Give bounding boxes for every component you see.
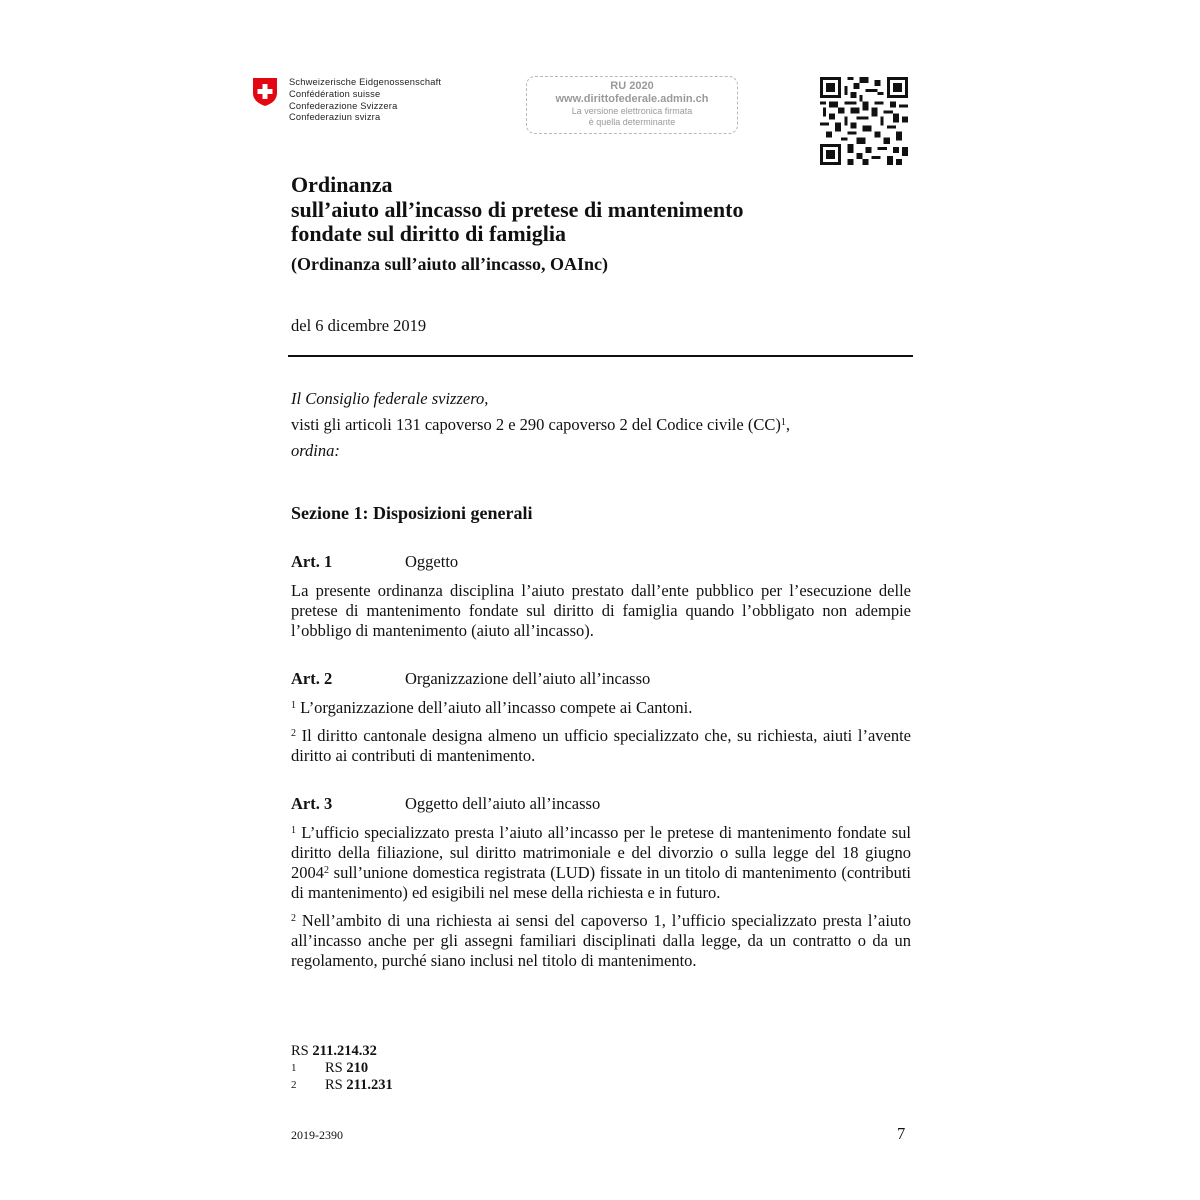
paragraph-text: L’ufficio specializzato presta l’aiuto all’incasso per le pretese di mantenimento fondate sul diritto della filiazione, sul diritto matrimoniale e del divorzio o sulla legge del 18 giugno 2004 xyxy=(291,823,911,882)
paragraph-text-cont: sull’unione domestica registrata (LUD) fissate in un titolo di mantenimento (contributi di mantenimento) ed esigibili nel mese della richiesta e in futuro. xyxy=(291,863,911,902)
article-header xyxy=(291,552,911,572)
footnotes xyxy=(291,1043,393,1094)
article-number: Art. 3 xyxy=(291,794,333,813)
confederation-name-de: Schweizerische Eidgenossenschaft xyxy=(289,77,442,87)
paragraph-number: 2 xyxy=(291,913,296,924)
footnote-item xyxy=(291,1060,393,1077)
rs-prefix: RS xyxy=(291,1043,309,1059)
article-header xyxy=(291,669,911,689)
rs-reference xyxy=(291,1043,393,1060)
paragraph-text: Nell’ambito di una richiesta ai sensi del capoverso 1, l’ufficio specializzato presta l’aiuto all’incasso anche per gli assegni familiari disciplinati dalla legge, da un contratto o da un regolamento, purché siano inclusi nel titolo di mantenimento. xyxy=(291,911,912,970)
footnote-item xyxy=(291,1077,393,1094)
footnote-prefix: RS xyxy=(325,1060,343,1076)
footnote-ref: 211.231 xyxy=(346,1077,393,1093)
ordinance-date: del 6 dicembre 2019 xyxy=(291,316,427,335)
stamp-note-2: è quella determinante xyxy=(588,117,676,127)
document-code: 2019-2390 xyxy=(291,1128,343,1142)
paragraph-text: Il diritto cantonale designa almeno un ufficio specializzato che, su richiesta, aiuti l’avente diritto ai contributi di mantenimento. xyxy=(291,726,912,765)
confederation-names xyxy=(289,77,441,124)
stamp-collection: RU 2020 xyxy=(610,80,654,92)
article-heading: Organizzazione dell’aiuto all’incasso xyxy=(405,669,651,688)
footnote-prefix: RS xyxy=(325,1077,343,1093)
publication-stamp xyxy=(526,76,738,134)
preamble-authority: Il Consiglio federale svizzero, xyxy=(291,389,489,408)
confederation-name-fr: Confédération suisse xyxy=(289,88,381,99)
ordinance-title xyxy=(291,173,931,275)
title-line-3: fondate sul diritto di famiglia xyxy=(291,221,567,246)
article-3 xyxy=(291,794,911,971)
article-header xyxy=(291,794,911,814)
article-number: Art. 1 xyxy=(291,552,333,571)
paragraph-text: L’organizzazione dell’aiuto all’incasso compete ai Cantoni. xyxy=(300,698,693,717)
stamp-url: www.dirittofederale.admin.ch xyxy=(555,93,709,105)
title-abbreviation: (Ordinanza sull’aiuto all’incasso, OAInc) xyxy=(291,253,609,274)
confederation-name-it: Confederazione Svizzera xyxy=(289,100,398,111)
article-paragraph xyxy=(291,911,911,971)
preamble xyxy=(291,386,913,464)
section-title: Sezione 1: Disposizioni generali xyxy=(291,503,533,523)
swiss-shield-icon xyxy=(252,77,278,107)
footnote-ref-1[interactable]: 1 xyxy=(780,417,786,428)
article-1 xyxy=(291,552,911,641)
preamble-basis-end: , xyxy=(785,415,790,434)
footnote-number: 1 xyxy=(291,1062,297,1074)
preamble-decree: ordina: xyxy=(291,441,340,460)
article-paragraph xyxy=(291,726,911,766)
confederation-logo xyxy=(252,77,441,124)
qr-code-icon xyxy=(820,77,908,165)
preamble-basis-text: visti gli articoli 131 capoverso 2 e 290 capoverso 2 del Codice civile (CC) xyxy=(291,415,781,434)
title-divider xyxy=(288,355,913,357)
article-heading: Oggetto xyxy=(405,552,459,571)
article-paragraph xyxy=(291,698,911,718)
article-paragraph xyxy=(291,823,911,903)
article-heading: Oggetto dell’aiuto all’incasso xyxy=(405,794,601,813)
article-paragraph: La presente ordinanza disciplina l’aiuto prestato dall’ente pubblico per l’esecuzione delle pretese di mantenimento fondate sul diritto di famiglia quando l’obbligato non adempie l’obbligo di mantenimento (aiuto all’incasso). xyxy=(291,581,911,640)
article-2 xyxy=(291,669,911,766)
rs-number: 211.214.32 xyxy=(312,1043,377,1059)
paragraph-number: 2 xyxy=(291,728,296,739)
footnote-ref-2[interactable]: 2 xyxy=(324,865,329,876)
footnote-number: 2 xyxy=(291,1079,297,1091)
paragraph-number: 1 xyxy=(291,700,296,711)
article-number: Art. 2 xyxy=(291,669,333,688)
confederation-name-rm: Confederaziun svizra xyxy=(289,112,381,123)
page-number: 7 xyxy=(897,1124,906,1143)
footnote-ref: 210 xyxy=(346,1060,369,1076)
title-line-2: sull’aiuto all’incasso di pretese di mantenimento xyxy=(291,196,744,222)
stamp-note-1: La versione elettronica firmata xyxy=(571,106,693,116)
title-line-1: Ordinanza xyxy=(291,172,393,197)
paragraph-number: 1 xyxy=(291,825,296,836)
preamble-basis xyxy=(291,412,913,438)
